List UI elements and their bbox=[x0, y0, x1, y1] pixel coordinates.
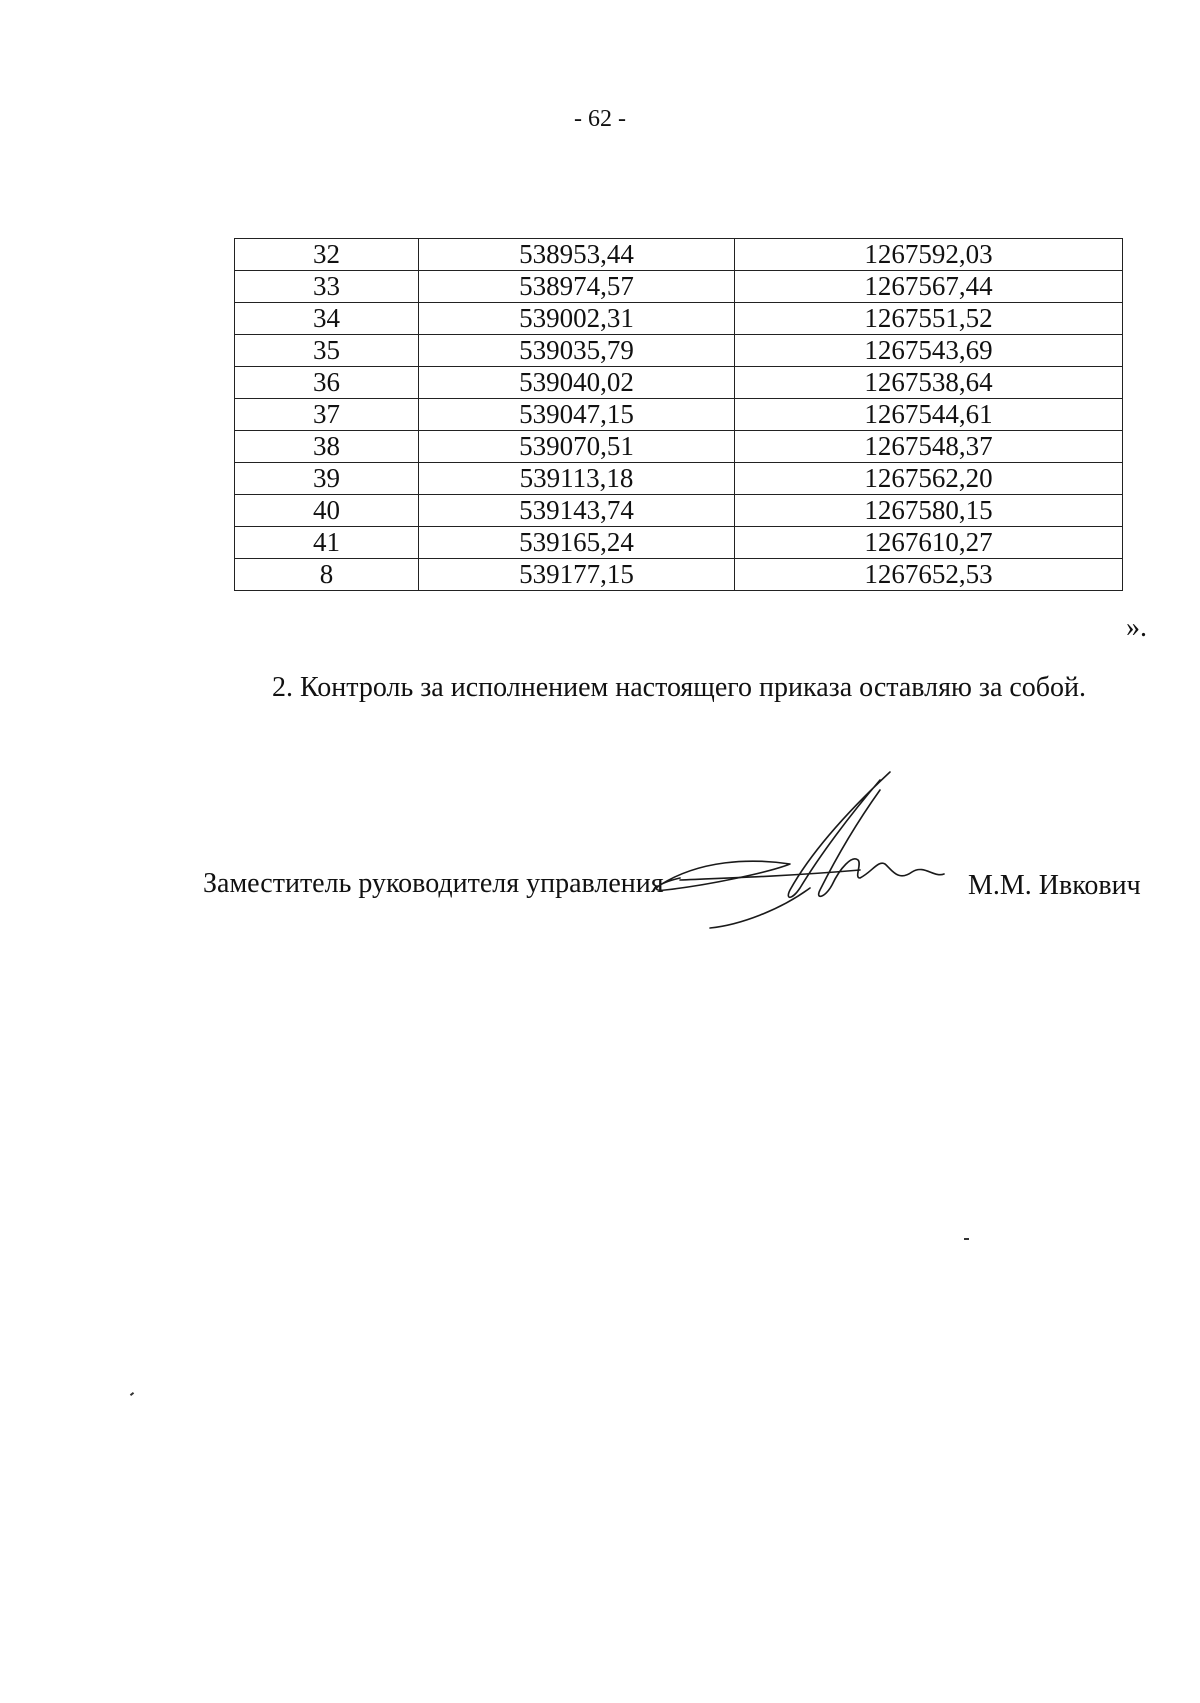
scan-speck bbox=[130, 1392, 134, 1396]
table-row bbox=[235, 303, 1123, 335]
point-number-cell: 36 bbox=[235, 367, 419, 399]
point-number-cell: 35 bbox=[235, 335, 419, 367]
table-row bbox=[235, 495, 1123, 527]
point-number-cell: 32 bbox=[235, 239, 419, 271]
x-coordinate-cell: 539177,15 bbox=[419, 559, 735, 591]
point-number-cell: 41 bbox=[235, 527, 419, 559]
x-coordinate-cell: 539002,31 bbox=[419, 303, 735, 335]
table-row bbox=[235, 271, 1123, 303]
table-row bbox=[235, 239, 1123, 271]
x-coordinate-cell: 539035,79 bbox=[419, 335, 735, 367]
coordinates-table-body bbox=[235, 239, 1123, 591]
y-coordinate-cell: 1267544,61 bbox=[735, 399, 1123, 431]
coordinates-table bbox=[234, 238, 1123, 591]
x-coordinate-cell: 539047,15 bbox=[419, 399, 735, 431]
table-row bbox=[235, 527, 1123, 559]
signer-name: М.М. Ивкович bbox=[968, 870, 1141, 901]
point-number-cell: 39 bbox=[235, 463, 419, 495]
x-coordinate-cell: 539143,74 bbox=[419, 495, 735, 527]
y-coordinate-cell: 1267551,52 bbox=[735, 303, 1123, 335]
x-coordinate-cell: 539113,18 bbox=[419, 463, 735, 495]
x-coordinate-cell: 538953,44 bbox=[419, 239, 735, 271]
scan-speck bbox=[964, 1238, 969, 1240]
table-row bbox=[235, 559, 1123, 591]
table-row bbox=[235, 367, 1123, 399]
handwritten-signature bbox=[640, 760, 960, 930]
paragraph-control: 2. Контроль за исполнением настоящего приказа оставляю за собой. bbox=[272, 672, 1087, 703]
point-number-cell: 40 bbox=[235, 495, 419, 527]
page-number: - 62 - bbox=[574, 106, 626, 132]
x-coordinate-cell: 539165,24 bbox=[419, 527, 735, 559]
signature-block bbox=[0, 868, 1200, 908]
point-number-cell: 34 bbox=[235, 303, 419, 335]
point-number-cell: 33 bbox=[235, 271, 419, 303]
y-coordinate-cell: 1267580,15 bbox=[735, 495, 1123, 527]
y-coordinate-cell: 1267592,03 bbox=[735, 239, 1123, 271]
y-coordinate-cell: 1267610,27 bbox=[735, 527, 1123, 559]
table-row bbox=[235, 335, 1123, 367]
x-coordinate-cell: 538974,57 bbox=[419, 271, 735, 303]
y-coordinate-cell: 1267543,69 bbox=[735, 335, 1123, 367]
y-coordinate-cell: 1267562,20 bbox=[735, 463, 1123, 495]
table-row bbox=[235, 463, 1123, 495]
y-coordinate-cell: 1267538,64 bbox=[735, 367, 1123, 399]
table-row bbox=[235, 399, 1123, 431]
point-number-cell: 38 bbox=[235, 431, 419, 463]
closing-quote: ». bbox=[1126, 612, 1147, 643]
point-number-cell: 37 bbox=[235, 399, 419, 431]
x-coordinate-cell: 539070,51 bbox=[419, 431, 735, 463]
y-coordinate-cell: 1267652,53 bbox=[735, 559, 1123, 591]
point-number-cell: 8 bbox=[235, 559, 419, 591]
signer-position: Заместитель руководителя управления bbox=[203, 868, 664, 899]
y-coordinate-cell: 1267567,44 bbox=[735, 271, 1123, 303]
table-row bbox=[235, 431, 1123, 463]
x-coordinate-cell: 539040,02 bbox=[419, 367, 735, 399]
y-coordinate-cell: 1267548,37 bbox=[735, 431, 1123, 463]
